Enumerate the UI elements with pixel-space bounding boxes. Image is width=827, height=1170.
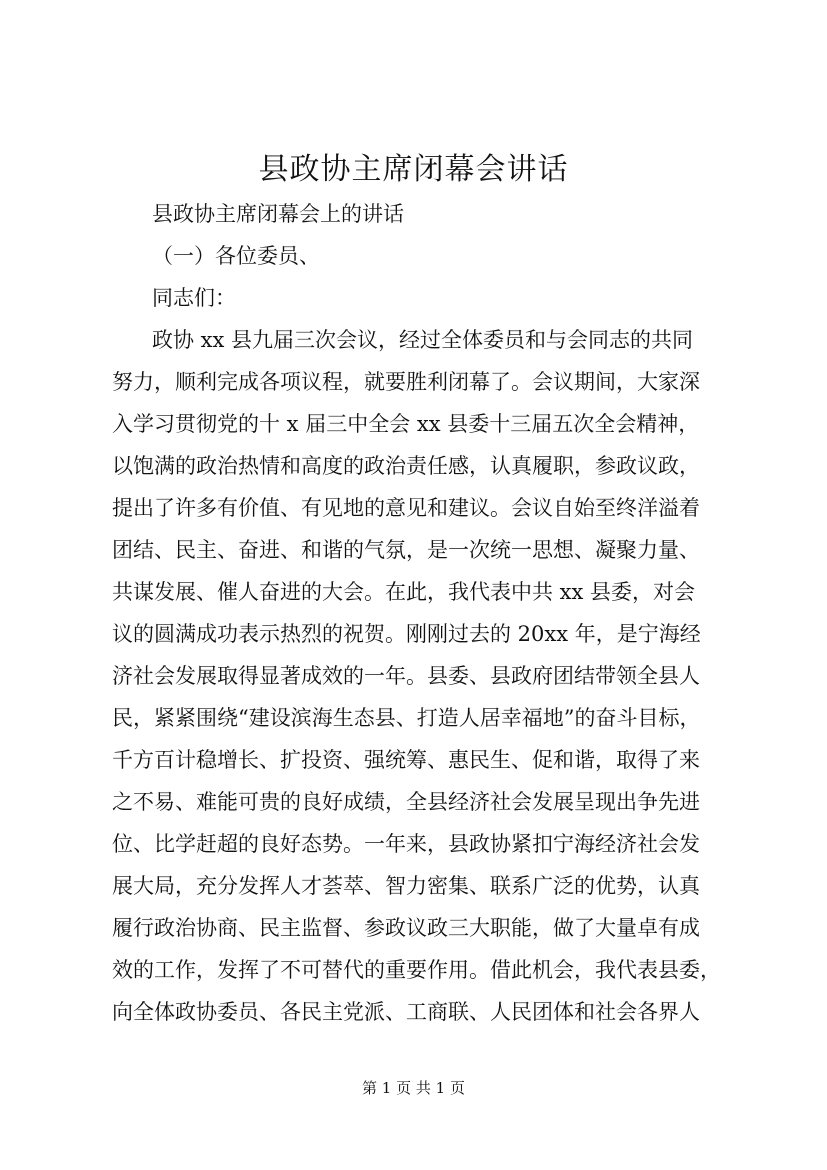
- body-line: 入学习贯彻党的十 x 届三中全会 xx 县委十三届五次全会精神，: [112, 412, 700, 436]
- document-subtitle: 县政协主席闭幕会上的讲话: [152, 202, 404, 226]
- body-line: 以饱满的政治热情和高度的政治责任感，认真履职，参政议政，: [112, 454, 700, 478]
- body-line: 济社会发展取得显著成效的一年。县委、县政府团结带领全县人: [112, 664, 700, 688]
- greeting: 同志们：: [152, 286, 236, 310]
- body-line: 提出了许多有价值、有见地的意见和建议。会议自始至终洋溢着: [112, 496, 700, 520]
- body-line: 位、比学赶超的良好态势。一年来，县政协紧扣宁海经济社会发: [112, 832, 700, 856]
- body-line: 效的工作，发挥了不可替代的重要作用。借此机会，我代表县委，: [112, 958, 721, 982]
- body-line: 努力，顺利完成各项议程，就要胜利闭幕了。会议期间，大家深: [112, 370, 700, 394]
- page-footer: 第 1 页 共 1 页: [362, 1079, 465, 1097]
- body-line: 展大局，充分发挥人才荟萃、智力密集、联系广泛的优势，认真: [112, 874, 700, 898]
- body-line: 团结、民主、奋进、和谐的气氛，是一次统一思想、凝聚力量、: [112, 538, 700, 562]
- body-line: 向全体政协委员、各民主党派、工商联、人民团体和社会各界人: [112, 1000, 700, 1024]
- body-line: 政协 xx 县九届三次会议，经过全体委员和与会同志的共同: [152, 328, 694, 352]
- body-line: 民，紧紧围绕“建设滨海生态县、打造人居幸福地”的奋斗目标，: [112, 706, 701, 730]
- body-line: 议的圆满成功表示热烈的祝贺。刚刚过去的 20xx 年，是宁海经: [112, 622, 701, 646]
- body-line: 之不易、难能可贵的良好成绩，全县经济社会发展呈现出争先进: [112, 790, 700, 814]
- body-line: 共谋发展、催人奋进的大会。在此，我代表中共 xx 县委，对会: [112, 580, 696, 604]
- body-line: 千方百计稳增长、扩投资、强统筹、惠民生、促和谐，取得了来: [112, 748, 700, 772]
- section-heading: （一）各位委员、: [152, 244, 320, 268]
- document-title: 县政协主席闭幕会讲话: [258, 152, 569, 187]
- body-line: 履行政治协商、民主监督、参政议政三大职能，做了大量卓有成: [112, 916, 700, 940]
